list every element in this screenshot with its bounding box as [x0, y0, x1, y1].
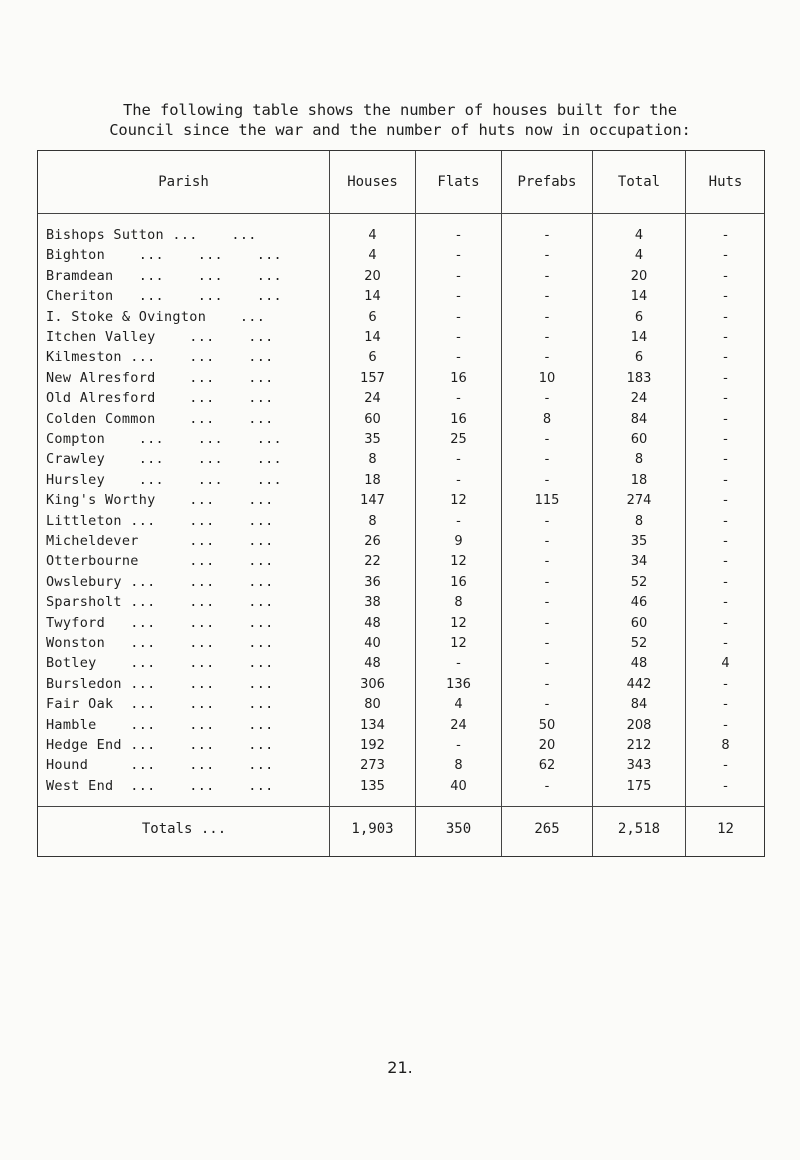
cell-total: 6 — [634, 350, 644, 366]
cell-flats: 40 — [450, 778, 467, 794]
table-row — [38, 368, 766, 390]
parish-name: Bishops Sutton ... ... — [46, 227, 257, 243]
cell-total: 48 — [630, 656, 648, 672]
cell-prefabs: - — [544, 513, 550, 529]
cell-prefabs: 20 — [538, 738, 556, 753]
parish-name: Colden Common ... ... — [46, 410, 274, 427]
header-flats: Flats — [437, 174, 480, 190]
table-row — [38, 307, 766, 329]
cell-huts: - — [723, 330, 728, 345]
cell-prefabs: - — [544, 697, 550, 713]
cell-houses: 273 — [360, 758, 385, 774]
cell-houses: 48 — [364, 615, 381, 631]
parish-name: Old Alresford ... ... — [46, 390, 274, 407]
cell-prefabs: - — [544, 574, 550, 590]
cell-huts: - — [723, 778, 728, 794]
table-row — [38, 633, 766, 655]
cell-total: 4 — [634, 248, 644, 264]
cell-huts: - — [723, 309, 728, 325]
cell-prefabs: - — [544, 595, 550, 611]
cell-total: 343 — [626, 758, 652, 774]
cell-prefabs: - — [544, 778, 550, 794]
cell-huts: - — [723, 758, 728, 774]
cell-total: 20 — [630, 268, 648, 284]
cell-houses: 26 — [364, 534, 381, 549]
cell-houses: 192 — [360, 738, 385, 753]
cell-houses: 8 — [368, 513, 377, 529]
header-total: Total — [617, 174, 661, 190]
table-row — [38, 429, 766, 451]
table-row — [38, 735, 766, 757]
parish-name: Bighton ... ... ... — [46, 247, 282, 264]
parish-name: Micheldever ... ... — [46, 533, 274, 549]
cell-houses: 135 — [360, 778, 385, 794]
table-row — [38, 266, 766, 288]
cell-huts: - — [723, 411, 728, 427]
table-row — [38, 327, 766, 349]
intro-text — [0, 100, 800, 140]
table-row — [38, 409, 766, 431]
cell-flats: - — [456, 452, 461, 468]
cell-prefabs: 10 — [538, 370, 556, 386]
cell-prefabs: 62 — [538, 758, 556, 774]
parish-name: Kilmeston ... ... ... — [46, 349, 274, 366]
cell-houses: 8 — [368, 452, 377, 468]
table-row — [38, 388, 766, 410]
table-row — [38, 490, 766, 512]
cell-flats: - — [456, 268, 461, 284]
table-row — [38, 613, 766, 635]
cell-total: 14 — [630, 289, 648, 305]
table-row — [38, 572, 766, 594]
cell-huts: - — [723, 350, 728, 366]
cell-huts: 8 — [721, 738, 730, 753]
cell-houses: 35 — [364, 432, 381, 447]
cell-total: 60 — [630, 615, 648, 631]
table-row — [38, 776, 766, 798]
cell-houses: 18 — [364, 472, 381, 488]
cell-prefabs: - — [544, 330, 550, 345]
cell-huts: - — [723, 370, 728, 386]
cell-houses: 22 — [364, 554, 381, 570]
cell-total: 84 — [630, 697, 648, 713]
header-prefabs: Prefabs — [517, 174, 577, 190]
cell-prefabs: - — [544, 452, 550, 468]
cell-prefabs: - — [544, 676, 550, 692]
cell-prefabs: - — [544, 534, 550, 549]
cell-flats: 4 — [454, 697, 463, 713]
cell-flats: - — [456, 309, 461, 325]
table-row — [38, 470, 766, 492]
cell-houses: 24 — [364, 391, 381, 407]
cell-huts: - — [723, 697, 728, 713]
cell-flats: - — [456, 248, 461, 264]
cell-total: 84 — [630, 411, 648, 427]
cell-flats: - — [456, 391, 461, 407]
cell-total: 18 — [630, 472, 648, 488]
cell-flats: 16 — [450, 370, 467, 386]
cell-prefabs: - — [544, 268, 550, 284]
cell-huts: - — [723, 289, 728, 305]
cell-houses: 134 — [360, 717, 385, 733]
cell-houses: 6 — [368, 309, 377, 325]
cell-flats: 16 — [450, 574, 467, 590]
cell-total: 35 — [630, 534, 648, 549]
table-row — [38, 286, 766, 308]
cell-total: 208 — [626, 717, 652, 733]
parish-name: Botley ... ... ... — [46, 655, 274, 672]
cell-flats: 9 — [454, 534, 463, 549]
cell-huts: - — [723, 636, 728, 651]
cell-total: 442 — [626, 676, 652, 692]
cell-flats: 12 — [450, 554, 467, 570]
table-row — [38, 347, 766, 369]
parish-name: Otterbourne ... ... — [46, 553, 274, 570]
cell-houses: 157 — [360, 370, 385, 386]
cell-prefabs: - — [544, 248, 550, 264]
cell-total: 14 — [630, 330, 648, 345]
table-row — [38, 674, 766, 696]
table-row — [38, 225, 766, 247]
cell-prefabs: - — [544, 636, 550, 651]
cell-total: 8 — [634, 452, 644, 468]
cell-total: 24 — [630, 391, 648, 407]
cell-flats: 16 — [450, 411, 467, 427]
cell-huts: - — [723, 228, 728, 243]
cell-houses: 4 — [368, 228, 377, 243]
parish-name: Twyford ... ... ... — [46, 614, 274, 631]
page-number: 21. — [387, 1058, 413, 1077]
cell-flats: - — [456, 289, 461, 305]
cell-huts: - — [723, 391, 728, 407]
parish-name: Hamble ... ... ... — [46, 716, 274, 733]
parish-name: West End ... ... ... — [46, 777, 274, 794]
parish-name: Hedge End ... ... ... — [46, 737, 274, 753]
intro-line-2: Council since the war and the number of huts now in occupation: — [109, 121, 691, 139]
table-row — [38, 694, 766, 716]
header-divider — [38, 213, 764, 214]
parish-name: Crawley ... ... ... — [46, 451, 282, 468]
cell-houses: 4 — [368, 248, 377, 264]
table-row — [38, 715, 766, 737]
cell-houses: 147 — [360, 493, 385, 509]
cell-houses: 38 — [364, 595, 381, 611]
cell-flats: - — [456, 472, 461, 488]
intro-line-1: The following table shows the number of houses built for the — [123, 101, 677, 119]
parish-name: King's Worthy ... ... — [46, 492, 274, 509]
table-row — [38, 531, 766, 553]
cell-prefabs: - — [544, 656, 550, 672]
cell-flats: 8 — [454, 595, 463, 611]
cell-prefabs: 115 — [534, 493, 560, 509]
cell-houses: 40 — [364, 636, 381, 651]
cell-flats: 8 — [454, 758, 463, 774]
parish-name: Wonston ... ... ... — [46, 635, 274, 651]
cell-huts: - — [723, 717, 728, 733]
cell-houses: 14 — [364, 289, 381, 305]
parish-name: Compton ... ... ... — [46, 431, 282, 447]
parish-name: Sparsholt ... ... ... — [46, 594, 274, 611]
cell-flats: - — [456, 513, 461, 529]
cell-flats: - — [456, 330, 461, 345]
cell-total: 274 — [626, 493, 652, 509]
cell-prefabs: - — [544, 432, 550, 447]
parish-name: Fair Oak ... ... ... — [46, 696, 274, 713]
cell-total: 175 — [626, 778, 652, 794]
cell-houses: 60 — [364, 411, 381, 427]
cell-total: 52 — [630, 636, 648, 651]
cell-huts: - — [723, 452, 728, 468]
table-row — [38, 653, 766, 675]
header-huts: Huts — [708, 174, 743, 190]
cell-total: 212 — [626, 738, 652, 753]
table-row — [38, 245, 766, 267]
table-row — [38, 449, 766, 471]
totals-label: Totals ... — [141, 821, 227, 837]
cell-huts: - — [723, 554, 728, 570]
parish-name: Bramdean ... ... ... — [46, 267, 282, 284]
parish-name: Littleton ... ... ... — [46, 512, 274, 529]
cell-flats: 12 — [450, 636, 467, 651]
cell-huts: - — [723, 534, 728, 549]
header-houses: Houses — [347, 174, 398, 190]
cell-total: 6 — [634, 309, 644, 325]
table-row — [38, 755, 766, 777]
cell-total: 52 — [630, 574, 648, 590]
cell-houses: 36 — [364, 574, 381, 590]
parish-name: I. Stoke & Ovington ... — [46, 308, 266, 325]
cell-flats: 25 — [450, 432, 467, 447]
table-row — [38, 551, 766, 573]
cell-prefabs: - — [544, 554, 550, 570]
cell-prefabs: - — [544, 309, 550, 325]
cell-flats: 12 — [450, 615, 467, 631]
cell-houses: 20 — [364, 268, 381, 284]
cell-huts: - — [723, 493, 728, 509]
cell-prefabs: - — [544, 472, 550, 488]
cell-huts: - — [723, 615, 728, 631]
cell-total: 46 — [630, 595, 648, 611]
cell-huts: - — [723, 595, 728, 611]
cell-flats: - — [456, 656, 461, 672]
cell-huts: - — [723, 676, 728, 692]
cell-huts: - — [723, 432, 728, 447]
parish-name: Cheriton ... ... ... — [46, 288, 282, 305]
totals-total: 2,518 — [617, 821, 661, 837]
cell-total: 183 — [626, 370, 652, 386]
cell-total: 34 — [630, 554, 648, 570]
totals-flats: 350 — [445, 821, 472, 837]
table-row — [38, 511, 766, 533]
cell-prefabs: - — [544, 228, 550, 243]
cell-flats: - — [456, 228, 461, 243]
parish-name: Bursledon ... ... ... — [46, 675, 274, 692]
cell-flats: - — [456, 738, 461, 753]
housing-table — [37, 150, 765, 857]
cell-houses: 80 — [364, 697, 381, 713]
cell-prefabs: - — [544, 350, 550, 366]
cell-huts: - — [723, 268, 728, 284]
cell-flats: - — [456, 350, 461, 366]
cell-huts: - — [723, 248, 728, 264]
totals-row — [38, 807, 766, 857]
cell-flats: 12 — [450, 493, 467, 509]
totals-houses: 1,903 — [351, 821, 394, 837]
cell-flats: 136 — [446, 676, 471, 692]
cell-prefabs: - — [544, 391, 550, 407]
totals-huts: 12 — [717, 821, 734, 837]
parish-name: Owslebury ... ... ... — [46, 573, 274, 590]
totals-prefabs: 265 — [534, 821, 560, 837]
cell-huts: 4 — [721, 656, 730, 672]
cell-total: 60 — [630, 432, 648, 447]
table-row — [38, 592, 766, 614]
cell-houses: 14 — [364, 330, 381, 345]
cell-houses: 48 — [364, 656, 381, 672]
cell-prefabs: 8 — [542, 411, 552, 427]
cell-prefabs: 50 — [538, 717, 556, 733]
cell-total: 8 — [634, 513, 644, 529]
parish-name: Hursley ... ... ... — [46, 471, 282, 488]
cell-houses: 6 — [368, 350, 377, 366]
cell-huts: - — [723, 513, 728, 529]
parish-name: New Alresford ... ... — [46, 369, 274, 386]
cell-prefabs: - — [544, 289, 550, 305]
header-parish: Parish — [158, 174, 209, 190]
parish-name: Itchen Valley ... ... — [46, 329, 274, 345]
cell-flats: 24 — [450, 717, 467, 733]
parish-name: Hound ... ... ... — [46, 757, 274, 774]
cell-huts: - — [723, 472, 728, 488]
cell-houses: 306 — [360, 676, 385, 692]
cell-huts: - — [723, 574, 728, 590]
cell-total: 4 — [634, 228, 644, 243]
cell-prefabs: - — [544, 615, 550, 631]
